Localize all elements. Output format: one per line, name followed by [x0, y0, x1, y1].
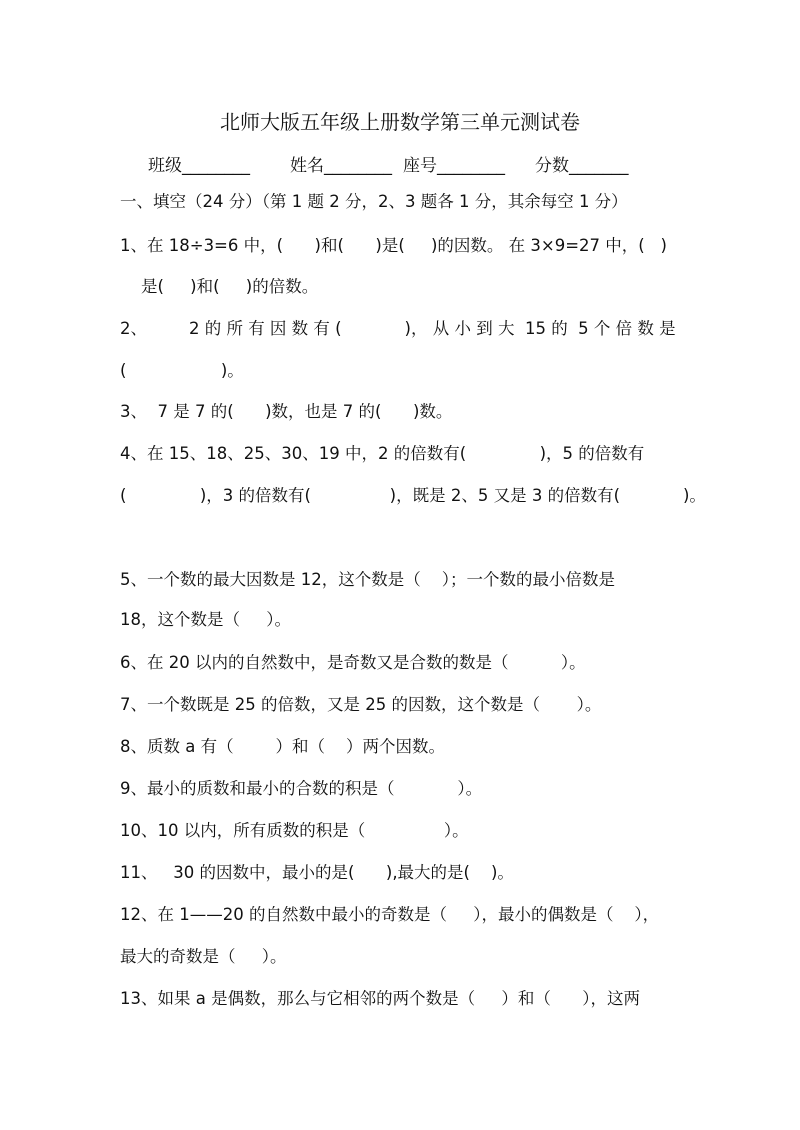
page-title: 北师大版五年级上册数学第三单元测试卷: [220, 110, 580, 134]
question-7: 7、一个数既是 25 的倍数，又是 25 的因数，这个数是（ ）。: [120, 695, 602, 714]
question-10: 10、10 以内，所有质数的积是（ ）。: [120, 821, 469, 840]
name-field: 姓名________: [290, 156, 392, 176]
question-9: 9、最小的质数和最小的合数的积是（ ）。: [120, 779, 483, 798]
question-5-line-1: 5、一个数的最大因数是 12，这个数是（ ）；一个数的最小倍数是: [120, 570, 615, 589]
question-8: 8、质数 a 有（ ）和（ ）两个因数。: [120, 737, 446, 756]
question-13: 13、如果 a 是偶数，那么与它相邻的两个数是（ ）和（ ），这两: [120, 989, 641, 1008]
question-12-line-2: 最大的奇数是（ ）。: [120, 947, 287, 966]
seat-field: 座号________: [403, 156, 505, 176]
question-11: 11、 30 的因数中，最小的是( ),最大的是( )。: [120, 863, 514, 882]
question-2-line-1: 2、 2 的 所 有 因 数 有 ( )， 从 小 到 大 15 的 5 个 倍 数 是: [120, 319, 676, 338]
score-field: 分数_______: [535, 156, 629, 176]
question-1-line-2: 是( )和( )的倍数。: [141, 277, 319, 296]
class-field: 班级________: [148, 156, 250, 176]
question-3: 3、 7 是 7 的( )数，也是 7 的( )数。: [120, 402, 453, 421]
section-heading: 一、填空（24 分）（第 1 题 2 分，2、3 题各 1 分，其余每空 1 分）: [120, 192, 628, 211]
question-4-line-2: ( )，3 的倍数有( )，既是 2、5 又是 3 的倍数有( )。: [120, 486, 706, 505]
question-4-line-1: 4、在 15、18、25、30、19 中，2 的倍数有( )，5 的倍数有: [120, 444, 645, 463]
question-1-line-1: 1、在 18÷3=6 中，( )和( )是( )的因数。 在 3×9=27 中，( ): [120, 236, 667, 255]
question-6: 6、在 20 以内的自然数中，是奇数又是合数的数是（ ）。: [120, 653, 586, 672]
question-2-line-2: ( )。: [120, 361, 244, 380]
question-12-line-1: 12、在 1——20 的自然数中最小的奇数是（ ），最小的偶数是（ ），: [120, 905, 660, 924]
question-5-line-2: 18，这个数是（ ）。: [120, 610, 291, 629]
